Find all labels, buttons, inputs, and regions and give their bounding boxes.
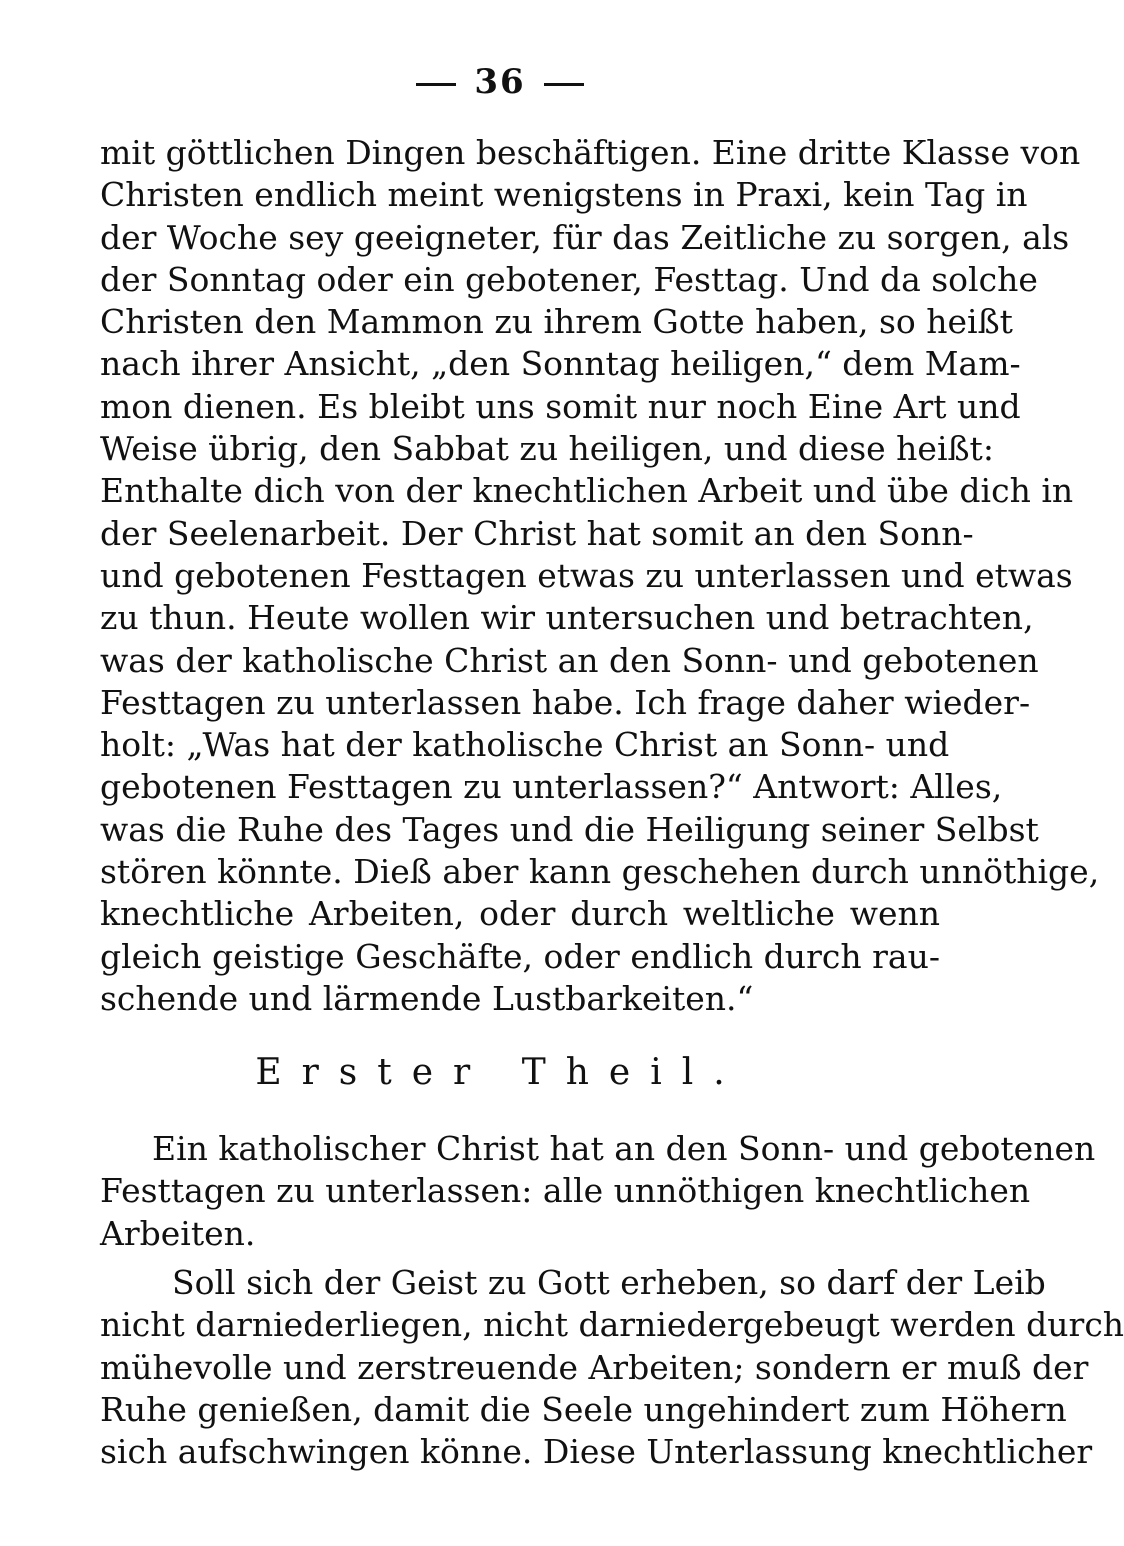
text-line: Ruhe genießen, damit die Seele ungehindert zum Höhern xyxy=(100,1389,1067,1429)
text-line: nach ihrer Ansicht, „den Sonntag heiligen,“ dem Mam- xyxy=(100,344,1021,384)
text-line: knechtliche Arbeiten, oder durch weltliche wenn xyxy=(100,894,940,934)
text-line: was die Ruhe des Tages und die Heiligung seiner Selbst xyxy=(100,809,1039,849)
text-line: und gebotenen Festtagen etwas zu unterlassen und etwas xyxy=(100,555,1073,595)
text-line: Enthalte dich von der knechtlichen Arbeit und übe dich in xyxy=(100,471,1074,511)
text-line: Christen den Mammon zu ihrem Gotte haben, so heißt xyxy=(100,302,1013,342)
left-dash xyxy=(416,83,456,86)
text-line: was der katholische Christ an den Sonn- und gebotenen xyxy=(100,640,1039,680)
text-line: der Seelenarbeit. Der Christ hat somit an den Sonn- xyxy=(100,513,974,553)
text-line: Arbeiten. xyxy=(100,1213,256,1253)
text-line: stören könnte. Dieß aber kann geschehen durch unnöthige, xyxy=(100,852,1100,892)
text-line: Festtagen zu unterlassen: alle unnöthigen knechtlichen xyxy=(100,1171,1031,1211)
text-line: schende und lärmende Lustbarkeiten.“ xyxy=(100,978,754,1018)
page-header xyxy=(0,62,1000,102)
text-line: sich aufschwingen könne. Diese Unterlassung knechtlicher xyxy=(100,1432,1093,1472)
text-line: Christen endlich meint wenigstens in Praxi, kein Tag in xyxy=(100,175,1028,215)
text-line: gleich geistige Geschäfte, oder endlich durch rau- xyxy=(100,936,940,976)
text-line: Ein katholischer Christ hat an den Sonn- und gebotenen xyxy=(152,1129,1096,1168)
text-line: Weise übrig, den Sabbat zu heiligen, und diese heißt: xyxy=(100,429,994,469)
text-line: holt: „Was hat der katholische Christ an Sonn- und xyxy=(100,725,950,765)
text-line: mühevolle und zerstreuende Arbeiten; sondern er muß der xyxy=(100,1347,1089,1387)
thesis-paragraph xyxy=(100,1128,1096,1255)
body-paragraph xyxy=(100,1262,1124,1473)
text-line: zu thun. Heute wollen wir untersuchen und betrachten, xyxy=(100,598,1034,638)
text-line: gebotenen Festtagen zu unterlassen?“ Antwort: Alles, xyxy=(100,767,1003,807)
section-heading: Erster Theil. xyxy=(255,1052,745,1093)
intro-paragraph xyxy=(100,132,1100,1020)
text-line: Soll sich der Geist zu Gott erheben, so darf der Leib xyxy=(172,1263,1046,1302)
right-dash xyxy=(544,83,584,86)
text-line: der Sonntag oder ein gebotener, Festtag. Und da solche xyxy=(100,259,1038,299)
page-number: 36 xyxy=(474,62,526,102)
text-line: der Woche sey geeigneter, für das Zeitliche zu sorgen, als xyxy=(100,217,1070,257)
text-line: mit göttlichen Dingen beschäftigen. Eine dritte Klasse von xyxy=(100,133,1081,172)
text-line: mon dienen. Es bleibt uns somit nur noch Eine Art und xyxy=(100,386,1021,426)
text-line: Festtagen zu unterlassen habe. Ich frage daher wieder- xyxy=(100,682,1031,722)
text-line: nicht darniederliegen, nicht darniedergebeugt werden durch xyxy=(100,1305,1124,1345)
